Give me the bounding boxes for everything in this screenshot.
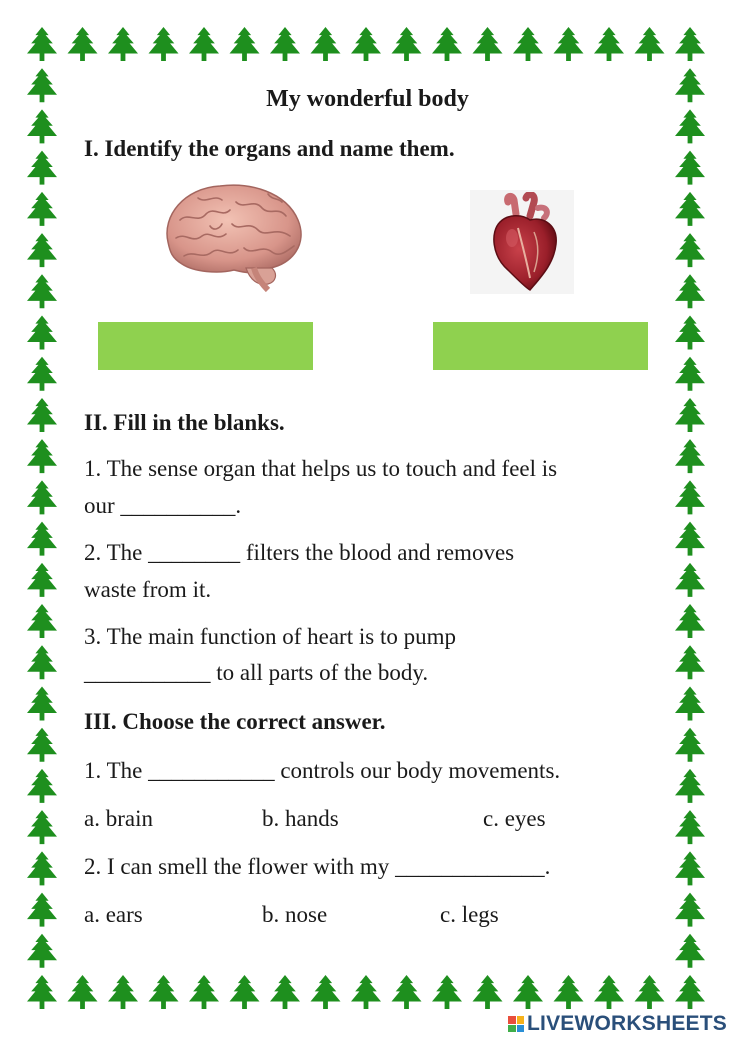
tree-border-icon (27, 109, 57, 143)
tree-border-icon (108, 27, 138, 61)
tree-border-icon (675, 316, 705, 350)
fill-q1-prefix: our (84, 493, 115, 518)
tree-border-icon (311, 975, 341, 1009)
fill-q2-blank[interactable]: ________ (148, 540, 241, 565)
tree-border-icon (27, 398, 57, 432)
fill-q3-line1: 3. The main function of heart is to pump (84, 624, 456, 649)
choose-q2-option-b[interactable]: b. nose (262, 902, 328, 927)
tree-border-icon (594, 27, 624, 61)
fill-q2-line1 (84, 540, 514, 566)
tree-border-icon (27, 645, 57, 679)
fill-q1-blank[interactable]: __________ (120, 493, 236, 518)
tree-border-icon (675, 728, 705, 762)
answer-field-brain[interactable] (98, 322, 313, 370)
tree-border-icon (189, 27, 219, 61)
tree-border-icon (27, 480, 57, 514)
tree-border-icon (675, 934, 705, 968)
tree-border-icon (675, 151, 705, 185)
choose-q1-option-a[interactable]: a. brain (84, 806, 153, 831)
tree-border-icon (675, 975, 705, 1009)
tree-border-icon (635, 27, 665, 61)
tree-border-icon (27, 728, 57, 762)
fill-q2-line2: waste from it. (84, 577, 212, 602)
tree-border-icon (675, 893, 705, 927)
choose-q1-option-c[interactable]: c. eyes (483, 806, 546, 831)
tree-border-icon (432, 27, 462, 61)
tree-border-icon (68, 975, 98, 1009)
tree-border-icon (270, 975, 300, 1009)
choose-q2-prefix: 2. I can smell the flower with my (84, 854, 390, 879)
tree-border-icon (27, 769, 57, 803)
worksheet-title: My wonderful body (266, 86, 469, 112)
tree-border-icon (27, 893, 57, 927)
tree-border-icon (311, 27, 341, 61)
tree-border-icon (675, 563, 705, 597)
choose-q2-option-a[interactable]: a. ears (84, 902, 143, 927)
tree-border-icon (675, 810, 705, 844)
tree-border-icon (432, 975, 462, 1009)
tree-border-icon (27, 233, 57, 267)
tree-border-icon (554, 975, 584, 1009)
tree-border-icon (27, 274, 57, 308)
tree-border-icon (230, 27, 260, 61)
tree-border-icon (270, 27, 300, 61)
tree-border-icon (27, 851, 57, 885)
tree-border-icon (351, 27, 381, 61)
heart-image (478, 192, 566, 292)
fill-q3-suffix: to all parts of the body. (216, 660, 429, 685)
brain-image (158, 180, 308, 292)
tree-border-icon (675, 357, 705, 391)
tree-border-icon (675, 604, 705, 638)
tree-border-icon (27, 27, 57, 61)
fill-q1-line1: 1. The sense organ that helps us to touch and feel is (84, 456, 558, 481)
choose-q2-blank[interactable]: _____________ (395, 854, 545, 879)
tree-border-icon (27, 975, 57, 1009)
tree-border-icon (27, 357, 57, 391)
tree-border-icon (27, 810, 57, 844)
tree-border-icon (108, 975, 138, 1009)
choose-q2-line (84, 854, 550, 880)
choose-q1-blank[interactable]: ___________ (148, 758, 275, 783)
liveworksheets-watermark (508, 1012, 727, 1036)
section2-heading: II. Fill in the blanks. (84, 410, 285, 435)
tree-border-icon (473, 975, 503, 1009)
fill-q3-blank[interactable]: ___________ (84, 660, 211, 685)
fill-q2-suffix: filters the blood and removes (245, 540, 515, 565)
tree-border-icon (513, 975, 543, 1009)
choose-q1-option-b[interactable]: b. hands (262, 806, 339, 831)
fill-q3-line2 (84, 660, 428, 686)
tree-border-icon (675, 439, 705, 473)
tree-border-icon (27, 686, 57, 720)
tree-border-icon (392, 975, 422, 1009)
tree-border-icon (675, 27, 705, 61)
tree-border-icon (149, 27, 179, 61)
tree-border-icon (27, 934, 57, 968)
tree-border-icon (230, 975, 260, 1009)
choose-q1-line (84, 758, 560, 784)
liveworksheets-logo-icon (508, 1016, 524, 1032)
section3-heading: III. Choose the correct answer. (84, 709, 386, 734)
tree-border-icon (27, 522, 57, 556)
tree-border-icon (392, 27, 422, 61)
fill-q1-suffix: . (235, 493, 242, 518)
fill-q1-line2 (84, 493, 241, 519)
tree-border-icon (675, 645, 705, 679)
watermark-text: LIVEWORKSHEETS (527, 1012, 727, 1035)
tree-border-icon (675, 686, 705, 720)
tree-border-icon (675, 109, 705, 143)
choose-q2-suffix: . (544, 854, 551, 879)
answer-field-heart[interactable] (433, 322, 648, 370)
tree-border-icon (68, 27, 98, 61)
tree-border-icon (635, 975, 665, 1009)
tree-border-icon (473, 27, 503, 61)
tree-border-icon (27, 192, 57, 226)
tree-border-icon (27, 316, 57, 350)
choose-q1-suffix: controls our body movements. (280, 758, 561, 783)
fill-q2-prefix: 2. The (84, 540, 143, 565)
tree-border-icon (513, 27, 543, 61)
tree-border-icon (27, 604, 57, 638)
tree-border-icon (675, 851, 705, 885)
tree-border-icon (675, 274, 705, 308)
tree-border-icon (675, 398, 705, 432)
tree-border-icon (27, 439, 57, 473)
tree-border-icon (554, 27, 584, 61)
tree-border-icon (675, 480, 705, 514)
tree-border-icon (27, 151, 57, 185)
section1-heading: I. Identify the organs and name them. (84, 136, 455, 161)
tree-border-icon (594, 975, 624, 1009)
tree-border-icon (351, 975, 381, 1009)
choose-q1-prefix: 1. The (84, 758, 143, 783)
tree-border-icon (675, 233, 705, 267)
tree-border-icon (27, 563, 57, 597)
choose-q2-option-c[interactable]: c. legs (440, 902, 499, 927)
tree-border-icon (189, 975, 219, 1009)
tree-border-icon (149, 975, 179, 1009)
tree-border-icon (675, 522, 705, 556)
tree-border-icon (675, 769, 705, 803)
tree-border-icon (675, 192, 705, 226)
